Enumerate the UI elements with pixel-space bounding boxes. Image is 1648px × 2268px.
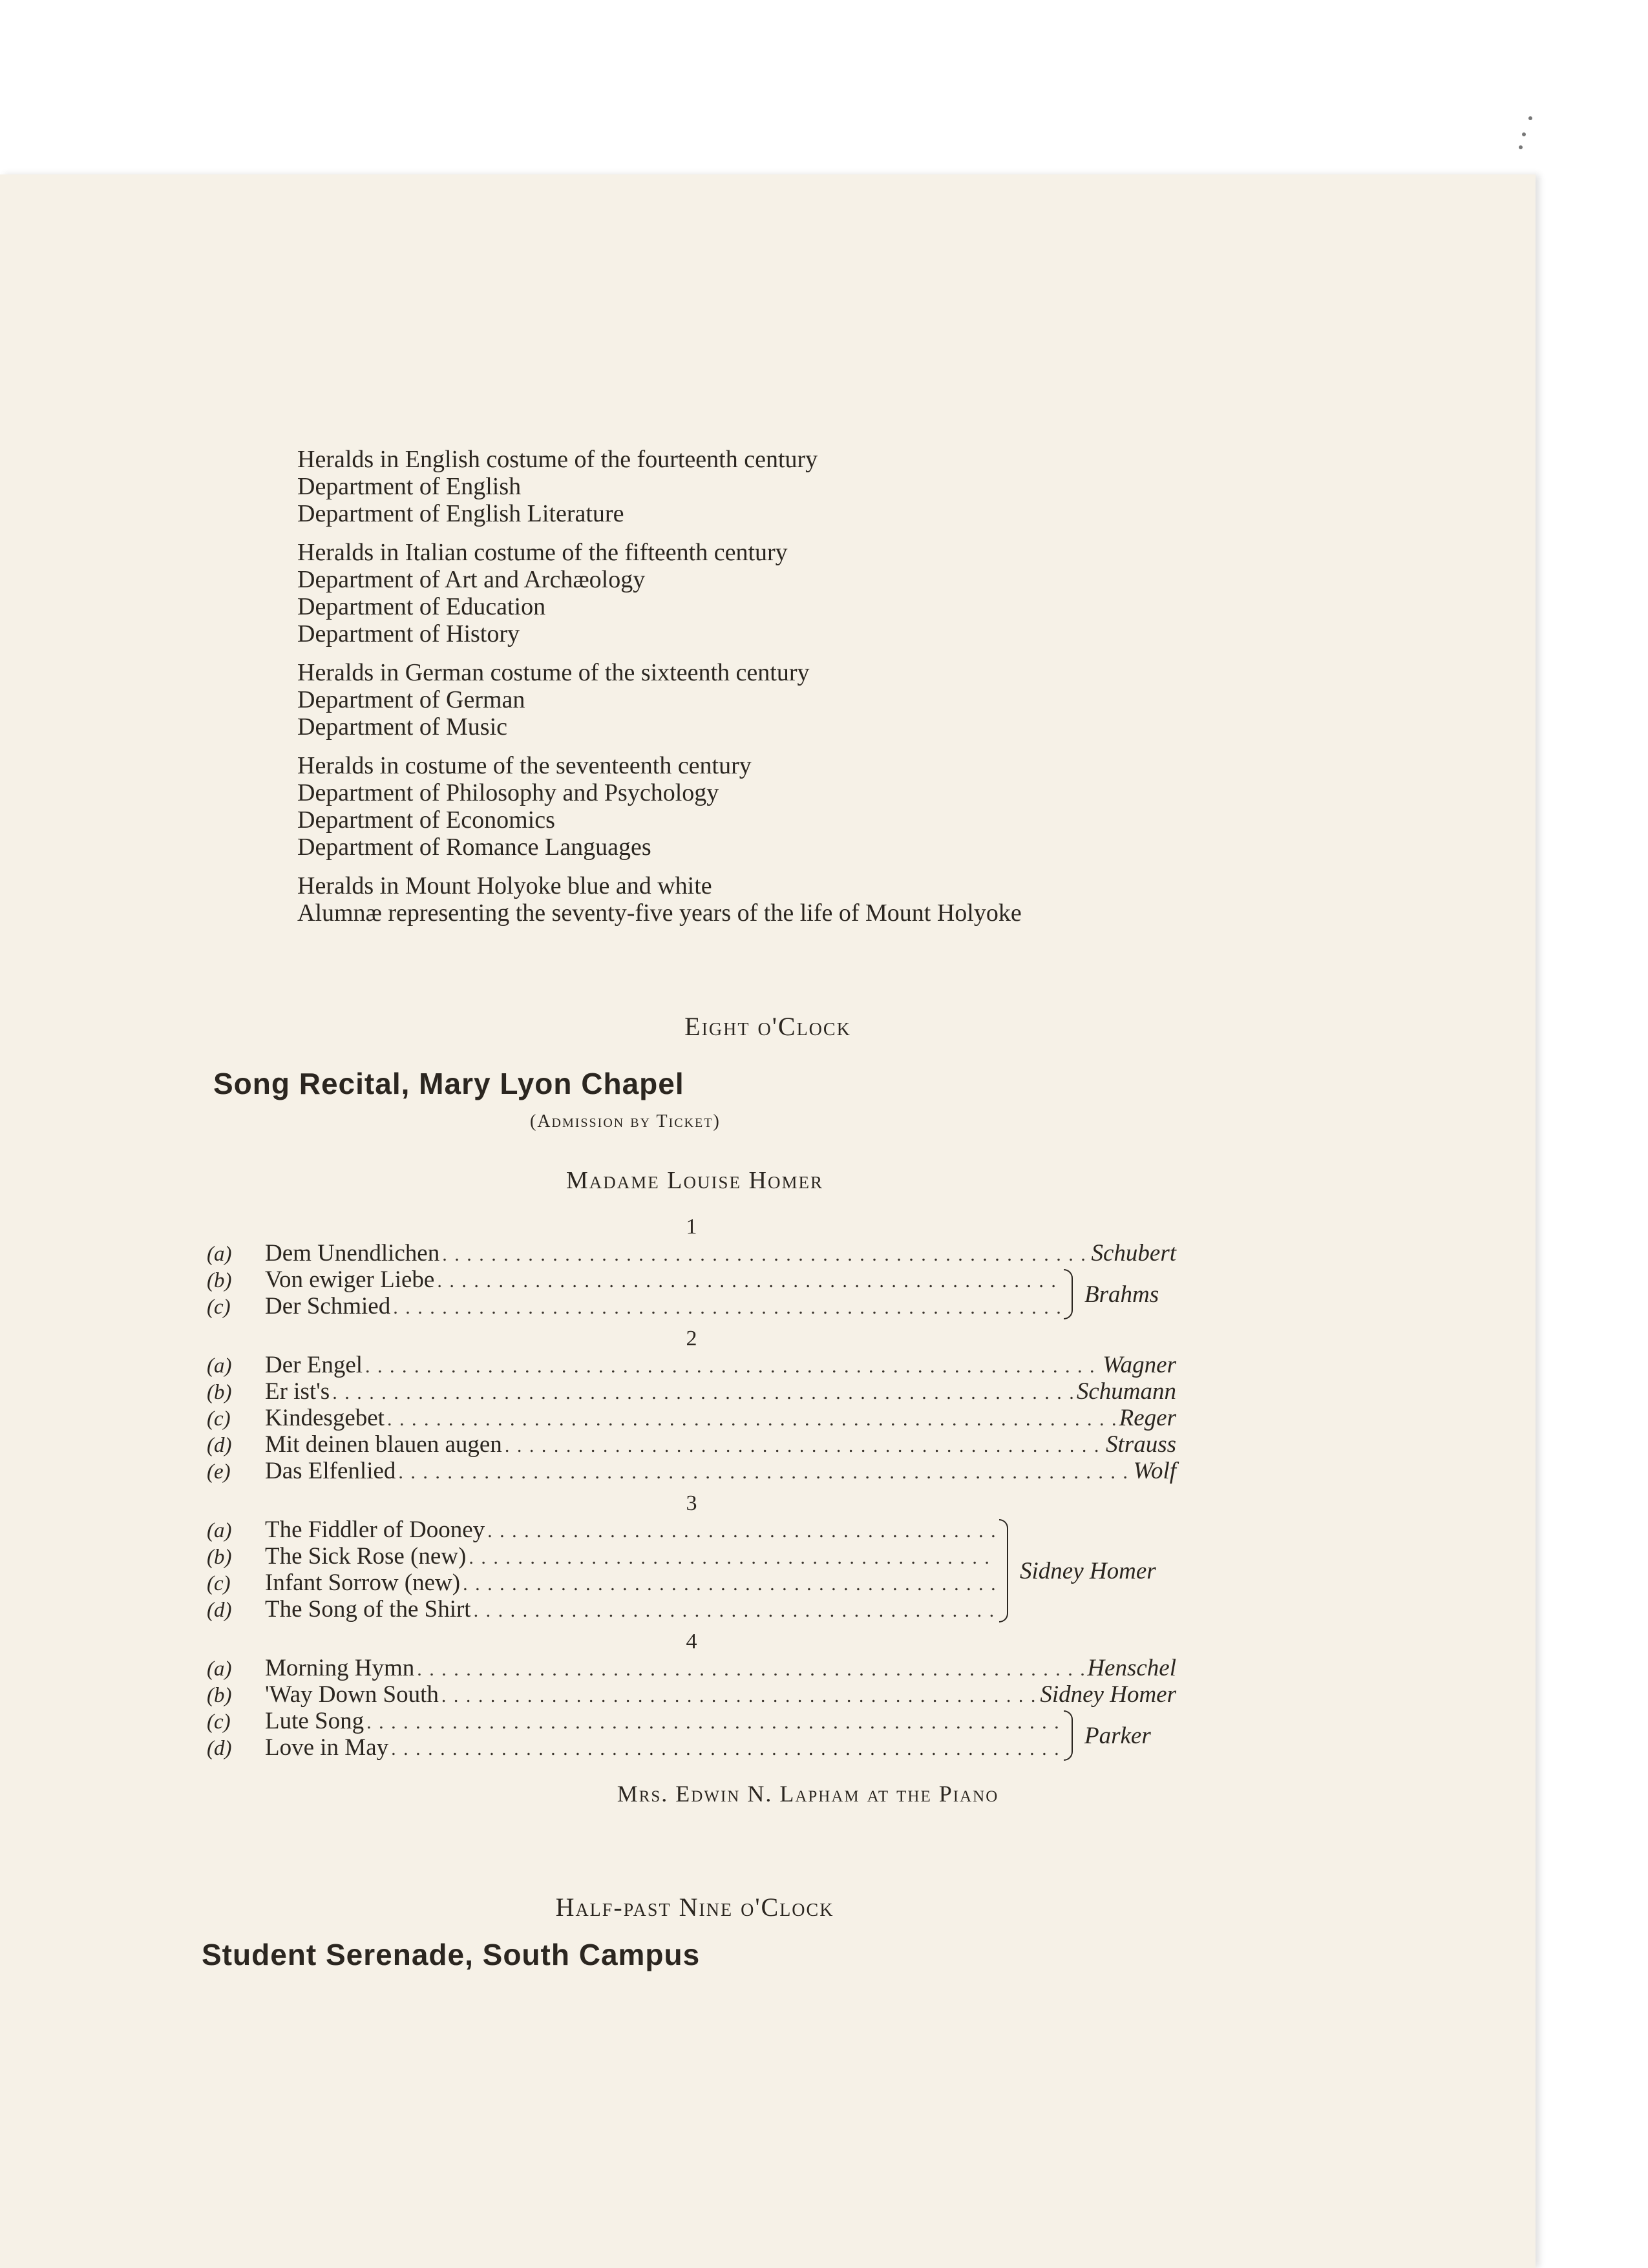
song-title: The Sick Rose (new) xyxy=(265,1543,467,1570)
dot-leader xyxy=(434,1268,1060,1294)
recital-title: Song Recital, Mary Lyon Chapel xyxy=(213,1067,684,1100)
scan-speck xyxy=(1519,145,1523,149)
song-title: Dem Unendlichen xyxy=(265,1240,440,1266)
department-line: Department of Romance Languages xyxy=(297,834,651,861)
song-item xyxy=(207,1681,1176,1708)
song-title: Das Elfenlied xyxy=(265,1458,396,1484)
dot-leader xyxy=(390,1294,1060,1321)
dot-leader xyxy=(385,1406,1117,1433)
department-line: Department of Music xyxy=(297,713,508,740)
song-composer: Wagner xyxy=(1103,1352,1176,1378)
song-item xyxy=(207,1708,1060,1734)
song-group xyxy=(207,1655,1176,1761)
song-title: Love in May xyxy=(265,1734,389,1761)
song-title: Mit deinen blauen augen xyxy=(265,1431,502,1458)
processional-list xyxy=(297,446,1364,938)
composer-brace xyxy=(1064,1710,1151,1761)
dot-leader xyxy=(485,1518,995,1544)
song-label: (a) xyxy=(207,1354,232,1378)
song-item xyxy=(207,1734,1060,1761)
processional-group xyxy=(297,752,1364,861)
song-item xyxy=(207,1405,1176,1431)
song-label: (b) xyxy=(207,1381,232,1404)
song-label: (d) xyxy=(207,1599,232,1622)
department-line: Department of Art and Archæology xyxy=(297,566,646,593)
song-title: The Fiddler of Dooney xyxy=(265,1517,485,1543)
dot-leader xyxy=(330,1380,1074,1406)
song-label: (c) xyxy=(207,1572,231,1595)
song-item xyxy=(207,1458,1176,1484)
song-group-number: 1 xyxy=(686,1215,697,1239)
processional-group xyxy=(297,872,1364,927)
song-label: (d) xyxy=(207,1737,232,1760)
song-item xyxy=(207,1293,1060,1319)
department-line: Department of Philosophy and Psychology xyxy=(297,779,719,806)
admission-note: (Admission by Ticket) xyxy=(530,1111,721,1131)
department-line: Department of German xyxy=(297,686,525,713)
song-title: Von ewiger Liebe xyxy=(265,1266,435,1293)
song-group xyxy=(207,1240,1176,1319)
song-label: (e) xyxy=(207,1460,231,1484)
song-label: (b) xyxy=(207,1684,232,1707)
song-label: (c) xyxy=(207,1710,231,1734)
dot-leader xyxy=(396,1459,1130,1486)
song-item xyxy=(207,1543,995,1570)
song-label: (a) xyxy=(207,1657,232,1681)
song-composer: Sidney Homer xyxy=(1040,1681,1176,1708)
song-group-number: 4 xyxy=(686,1630,697,1654)
serenade-title: Student Serenade, South Campus xyxy=(202,1938,701,1971)
brace-composer: Brahms xyxy=(1084,1281,1159,1308)
brace-composer: Sidney Homer xyxy=(1020,1557,1156,1584)
dot-leader xyxy=(414,1656,1084,1683)
dot-leader xyxy=(471,1597,995,1624)
song-composer: Wolf xyxy=(1133,1458,1176,1484)
department-line: Department of Education xyxy=(297,593,546,620)
dot-leader xyxy=(439,1683,1038,1709)
song-composer: Reger xyxy=(1119,1405,1176,1431)
dot-leader xyxy=(363,1353,1100,1380)
song-group-number: 2 xyxy=(686,1327,697,1350)
song-label: (b) xyxy=(207,1546,232,1569)
song-label: (b) xyxy=(207,1269,232,1292)
song-title: The Song of the Shirt xyxy=(265,1596,471,1622)
composer-brace xyxy=(999,1519,1156,1622)
dot-leader xyxy=(364,1709,1060,1736)
song-title: 'Way Down South xyxy=(265,1681,439,1708)
song-item xyxy=(207,1570,995,1596)
herald-line: Heralds in German costume of the sixteenth century xyxy=(297,659,810,686)
dot-leader xyxy=(466,1544,995,1571)
song-composer: Schubert xyxy=(1091,1240,1176,1266)
song-title: Infant Sorrow (new) xyxy=(265,1570,461,1596)
song-item xyxy=(207,1655,1176,1681)
song-item xyxy=(207,1240,1176,1266)
recital-program xyxy=(207,1212,1176,1807)
herald-line: Heralds in Italian costume of the fifteenth century xyxy=(297,539,788,566)
processional-group xyxy=(297,539,1364,647)
song-title: Der Engel xyxy=(265,1352,363,1378)
accompanist-line: Mrs. Edwin N. Lapham at the Piano xyxy=(617,1781,999,1807)
song-title: Er ist's xyxy=(265,1378,330,1405)
recital-time: Eight o'Clock xyxy=(684,1012,851,1041)
song-label: (a) xyxy=(207,1519,232,1542)
dot-leader xyxy=(439,1241,1088,1268)
song-item xyxy=(207,1266,1060,1293)
department-line: Alumnæ representing the seventy-five years of the life of Mount Holyoke xyxy=(297,899,1022,927)
song-item xyxy=(207,1352,1176,1378)
department-line: Department of History xyxy=(297,620,520,647)
processional-group xyxy=(297,659,1364,740)
song-group xyxy=(207,1352,1176,1484)
song-item xyxy=(207,1596,995,1622)
song-composer: Strauss xyxy=(1106,1431,1176,1458)
dot-leader xyxy=(388,1736,1060,1762)
department-line: Department of English Literature xyxy=(297,500,624,527)
song-composer: Henschel xyxy=(1087,1655,1176,1681)
scan-speck xyxy=(1528,116,1532,120)
herald-line: Heralds in Mount Holyoke blue and white xyxy=(297,872,712,899)
herald-line: Heralds in English costume of the fourteenth century xyxy=(297,446,818,473)
herald-line: Heralds in costume of the seventeenth century xyxy=(297,752,752,779)
song-title: Morning Hymn xyxy=(265,1655,415,1681)
department-line: Department of Economics xyxy=(297,806,555,834)
song-label: (d) xyxy=(207,1434,232,1457)
dot-leader xyxy=(502,1433,1103,1459)
processional-group xyxy=(297,446,1364,527)
serenade-time: Half-past Nine o'Clock xyxy=(555,1893,834,1922)
performer-name: Madame Louise Homer xyxy=(566,1167,823,1194)
song-group-number: 3 xyxy=(686,1491,697,1515)
song-label: (c) xyxy=(207,1407,231,1431)
song-group xyxy=(207,1517,1176,1622)
song-label: (c) xyxy=(207,1296,231,1319)
song-composer: Schumann xyxy=(1076,1378,1176,1405)
song-title: Lute Song xyxy=(265,1708,364,1734)
dot-leader xyxy=(460,1571,995,1597)
department-line: Department of English xyxy=(297,473,522,500)
composer-brace xyxy=(1064,1269,1159,1319)
song-item xyxy=(207,1517,995,1543)
song-title: Der Schmied xyxy=(265,1293,391,1319)
brace-composer: Parker xyxy=(1084,1722,1151,1749)
song-label: (a) xyxy=(207,1243,232,1266)
scan-speck xyxy=(1522,132,1526,136)
song-item xyxy=(207,1431,1176,1458)
song-item xyxy=(207,1378,1176,1405)
song-title: Kindesgebet xyxy=(265,1405,385,1431)
